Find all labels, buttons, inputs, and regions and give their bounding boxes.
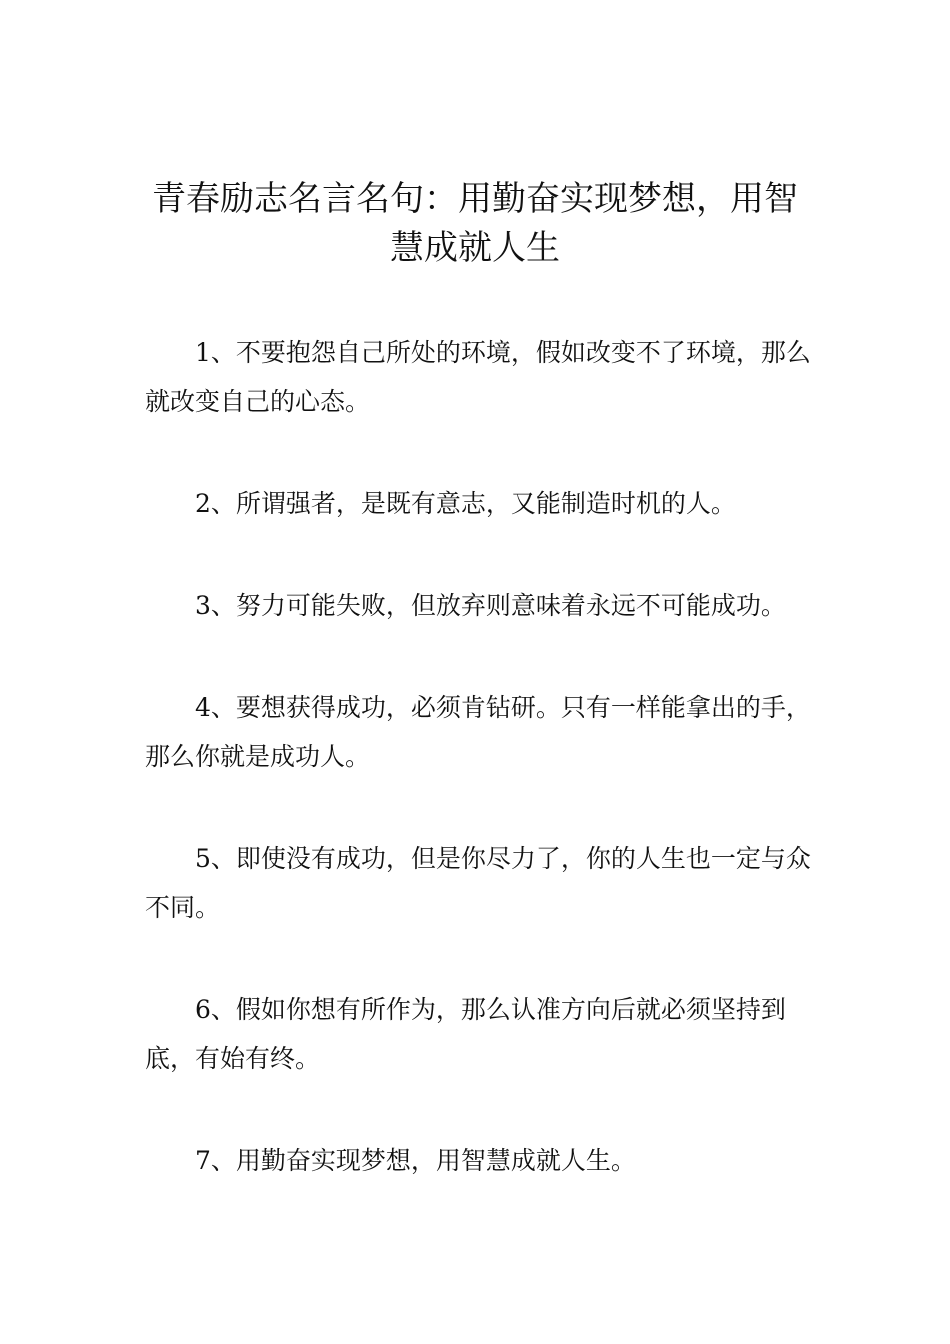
quote-paragraph: 1、不要抱怨自己所处的环境，假如改变不了环境，那么就改变自己的心态。 — [145, 338, 811, 416]
quote-paragraph: 5、即使没有成功，但是你尽力了，你的人生也一定与众不同。 — [145, 844, 811, 922]
quote-paragraph: 4、要想获得成功，必须肯钻研。只有一样能拿出的手，那么你就是成功人。 — [145, 693, 811, 771]
quote-paragraph: 7、用勤奋实现梦想，用智慧成就人生。 — [195, 1146, 636, 1175]
document-title: 青春励志名言名句：用勤奋实现梦想，用智慧成就人生 — [152, 179, 798, 268]
quote-list — [145, 328, 827, 1185]
quote-paragraph: 3、努力可能失败，但放弃则意味着永远不可能成功。 — [195, 591, 786, 620]
quote-paragraph: 2、所谓强者，是既有意志，又能制造时机的人。 — [195, 489, 736, 518]
quote-paragraph: 6、假如你想有所作为，那么认准方向后就必须坚持到底，有始有终。 — [145, 995, 786, 1073]
